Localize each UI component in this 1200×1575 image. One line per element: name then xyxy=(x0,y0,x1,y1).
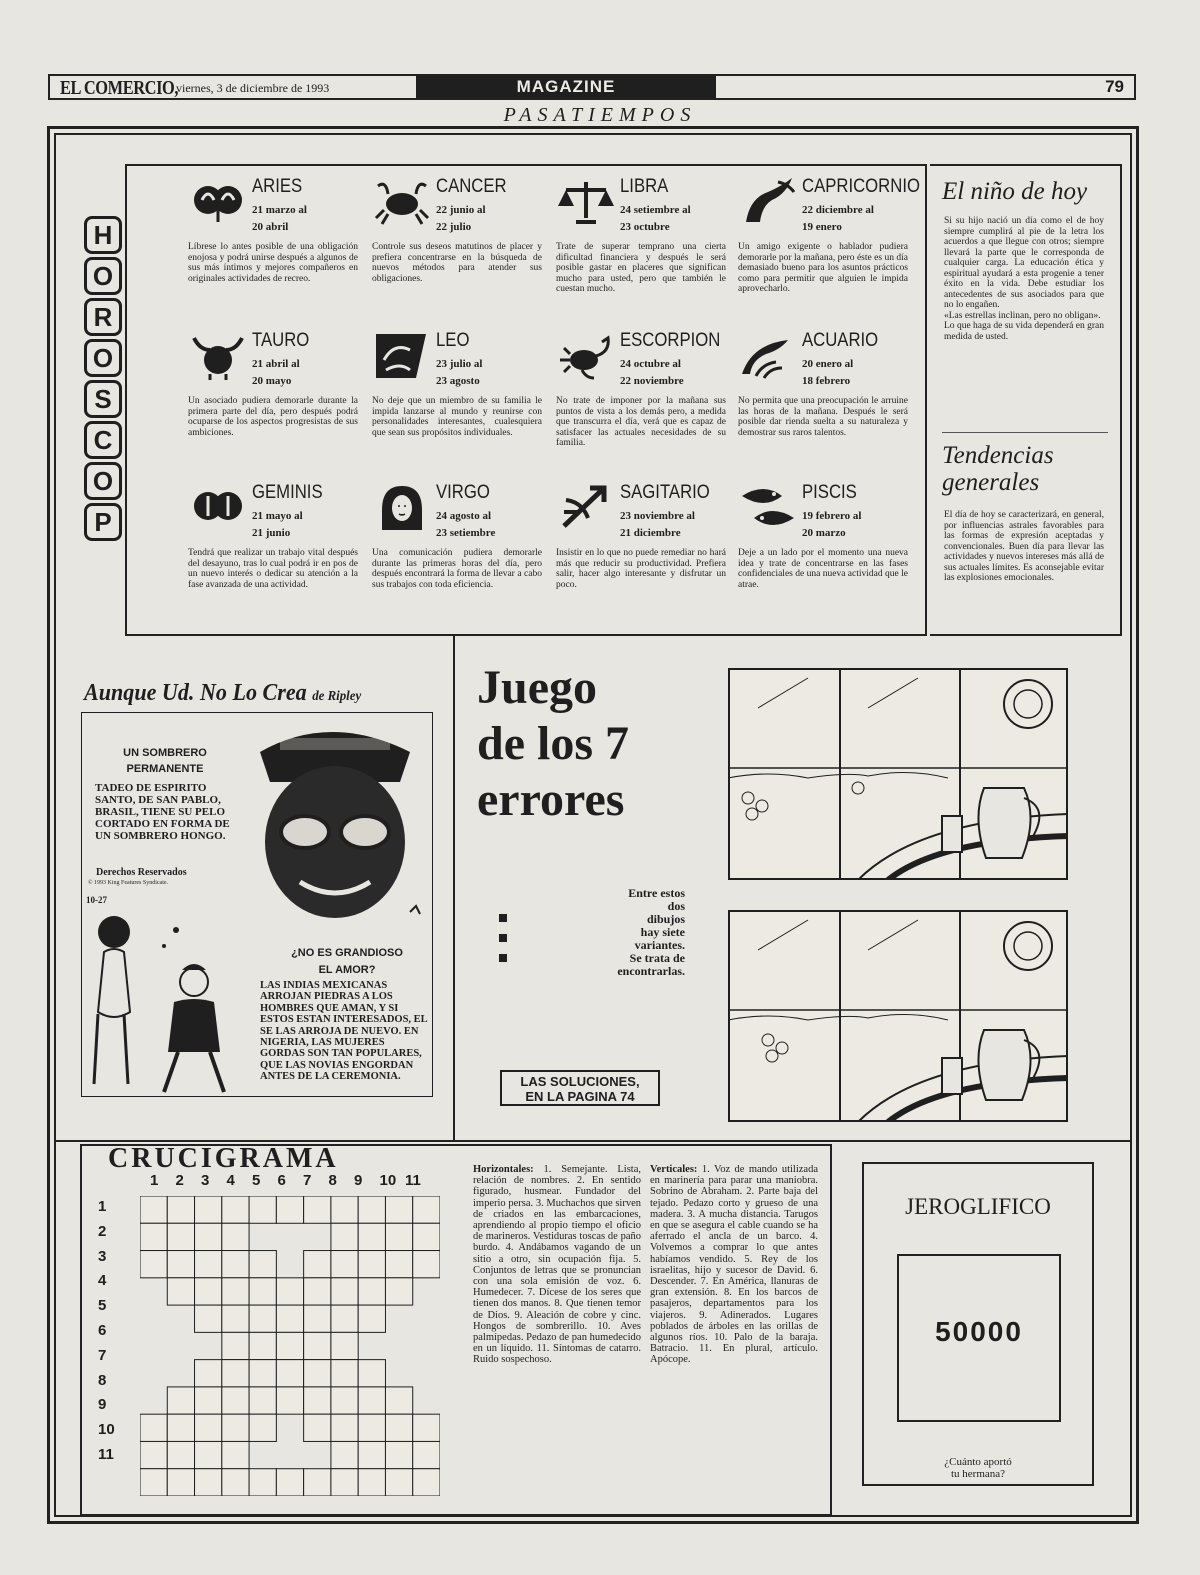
child-title: El niño de hoy xyxy=(942,178,1088,205)
crossword-cell[interactable] xyxy=(276,1278,303,1305)
sign-date: 23 noviembre al 21 diciembre xyxy=(620,510,695,539)
sign-name: VIRGO xyxy=(436,482,490,503)
crossword-cell[interactable] xyxy=(358,1251,385,1278)
crossword-horizontal-clues: Horizontales: 1. Semejante. Lista, relación de nombres. 2. En sentido figurado, husmear. Fundador del imperio persa. 3. Muchachos que sirven de criados en las embarcaciones, aprendiendo al propio tiempo el oficio de marineros. Vestiduras toscas de paño burdo. 4. Andábamos vagando de un sitio a otro, sin ocupación fija. 5. Conjuntos de letras que se pronuncian con una sola emisión de voz. 6. Humedecer. 7. Dícese de los seres que tienen dos manos. 8. Que tienen temor de Dios. 9. Aleación de cobre y cinc. Hongos de sombrerillo. 10. Aves palmípedas. Pedazo de pan humedecido en un líquido. 11. Síntomas de catarro. Ruido sospechoso. xyxy=(473,1164,641,1366)
cancer-icon xyxy=(372,176,432,226)
crossword-cell[interactable] xyxy=(249,1469,276,1496)
row-divider xyxy=(54,1140,1132,1142)
ripley-item2-head: ¿NO ES GRANDIOSO EL AMOR? xyxy=(291,947,403,976)
sign-text: Un amigo exigente o hablador pudiera demorarle por la mañana, pero éste es un día demasiado bueno para los asuntos prácticos como para permitir que alguien le impida aprovecharlo. xyxy=(738,242,908,294)
crossword-cell[interactable] xyxy=(304,1196,331,1223)
title-letter: C xyxy=(84,421,122,459)
crossword-row-number: 6 xyxy=(98,1322,107,1339)
bullet-square xyxy=(499,954,507,962)
ripley-item1-text: TADEO DE ESPIRITO SANTO, DE SAN PABLO, BRASIL, TIENE SU PELO CORTADO EN FORMA DE UN SOMBRERO HONGO. xyxy=(95,782,230,842)
crossword-cell[interactable] xyxy=(140,1414,167,1441)
crossword-cell[interactable] xyxy=(140,1469,167,1496)
crossword-cell[interactable] xyxy=(249,1387,276,1414)
crossword-column-number: 5 xyxy=(252,1172,261,1189)
crossword-cell[interactable] xyxy=(276,1305,303,1332)
crossword-cell[interactable] xyxy=(195,1251,222,1278)
crossword-cell[interactable] xyxy=(358,1414,385,1441)
bullet-square xyxy=(499,934,507,942)
crossword-cell[interactable] xyxy=(304,1360,331,1387)
crossword-cell[interactable] xyxy=(249,1305,276,1332)
crossword-cell[interactable] xyxy=(167,1196,194,1223)
sign-date: 24 agosto al 23 setiembre xyxy=(436,510,496,539)
crossword-cell[interactable] xyxy=(385,1387,412,1414)
crossword-cell[interactable] xyxy=(167,1251,194,1278)
taurus-icon xyxy=(188,330,248,380)
jeroglifico-title: JEROGLIFICO xyxy=(905,1194,1051,1219)
crossword-cell[interactable] xyxy=(167,1278,194,1305)
aquarius-icon xyxy=(738,330,798,380)
crossword-cell[interactable] xyxy=(222,1469,249,1496)
sagittarius-icon xyxy=(556,482,616,532)
crossword-cell[interactable] xyxy=(140,1223,167,1250)
crossword-cell[interactable] xyxy=(385,1223,412,1250)
sign-date: 20 enero al 18 febrero xyxy=(802,358,854,387)
child-text: Si su hijo nació un día como el de hoy siempre cumplirá al pie de la letra los acuerdos a que llegue con otros; siempre llevará la parte que le corresponda de cualquier carga. La educación ética y espiritual ayudará a esta progenie a tener éxito en la vida. Debe estudiar los antecedentes de sus asociados para que no lo engañen. «Las estrellas inclinan, pero no obligan». Lo que haga de su vida dependerá en gran medida de usted. xyxy=(944,216,1104,342)
crossword-row-number: 2 xyxy=(98,1222,107,1240)
crossword-cell[interactable] xyxy=(304,1305,331,1332)
trends-text: El día de hoy se caracterizará, en general, por influencias astrales favorables para las formas de expresión aceptadas y convencionales. Buen día para llevar las actividades y nuevos intereses más allá de sus actuales límites. Es aconsejable evitar las explosiones emocionales. xyxy=(944,510,1104,583)
crossword-cell[interactable] xyxy=(358,1441,385,1468)
game-picture-1 xyxy=(728,668,1068,880)
crossword-cell[interactable] xyxy=(413,1441,440,1468)
title-letter: O xyxy=(84,339,122,377)
crossword-cell[interactable] xyxy=(222,1414,249,1441)
ripley-rights: Derechos Reservados xyxy=(96,867,187,878)
subsection-title: PASATIEMPOS xyxy=(503,104,697,126)
crossword-row-number: 10 xyxy=(98,1421,115,1439)
crossword-cell[interactable] xyxy=(331,1332,358,1359)
ripley-item2-text: LAS INDIAS MEXICANAS ARROJAN PIEDRAS A LOS HOMBRES QUE AMAN, Y SI ESTOS ESTAN INTERESADOS, EL SE LAS ARROJA DE NUEVO. EN NIGERIA, LAS MUJERES GORDAS SON TAN POPULARES, QUE LAS NOVIAS ENGORDAN ANTES DE LA CEREMONIA. xyxy=(260,980,428,1083)
crossword-row-number: 9 xyxy=(98,1396,107,1414)
crossword-grid[interactable] xyxy=(140,1196,440,1496)
crossword-cell[interactable] xyxy=(331,1469,358,1496)
horoscope-vertical-title xyxy=(84,216,128,556)
sign-date: 24 octubre al 22 noviembre xyxy=(620,358,684,387)
sign-name: SAGITARIO xyxy=(620,482,710,503)
sign-name: CAPRICORNIO xyxy=(802,176,920,197)
crossword-cell[interactable] xyxy=(331,1441,358,1468)
crossword-cell[interactable] xyxy=(358,1278,385,1305)
crossword-cell[interactable] xyxy=(222,1387,249,1414)
crossword-cell[interactable] xyxy=(249,1196,276,1223)
sign-text: No deje que un miembro de su familia le impida lanzarse al mundo y reunirse con personalidades interesantes, cualesquiera que sean sus propósitos individuales. xyxy=(372,396,542,438)
crossword-row-number: 1 xyxy=(98,1198,107,1215)
sign-name: TAURO xyxy=(252,330,310,351)
crossword-cell[interactable] xyxy=(195,1387,222,1414)
crossword-cell[interactable] xyxy=(276,1332,303,1359)
title-letter: R xyxy=(84,298,122,336)
crossword-cell[interactable] xyxy=(385,1251,412,1278)
crossword-column-number: 3 xyxy=(201,1172,210,1189)
crossword-cell[interactable] xyxy=(249,1332,276,1359)
crossword-column-number: 8 xyxy=(328,1172,337,1189)
pisces-icon xyxy=(738,482,798,532)
sign-text: Líbrese lo antes posible de una obligación enojosa y podrá unirse después a algunos de sus más íntimos y mejores compañeros en originales actividades de recreo. xyxy=(188,242,358,284)
crossword-cell[interactable] xyxy=(304,1251,331,1278)
capricorn-icon xyxy=(738,176,798,226)
sign-date: 22 diciembre al 19 enero xyxy=(802,204,874,233)
sign-name: CANCER xyxy=(436,176,507,197)
crossword-cell[interactable] xyxy=(331,1223,358,1250)
crossword-cell[interactable] xyxy=(195,1360,222,1387)
sign-date: 21 abril al 20 mayo xyxy=(252,358,300,387)
game-description: Entre estos dos dibujos hay siete variantes. Se trata de encontrarlas. xyxy=(617,886,685,978)
crossword-cell[interactable] xyxy=(140,1251,167,1278)
section-title: MAGAZINE xyxy=(416,76,716,98)
crossword-cell[interactable] xyxy=(331,1305,358,1332)
sign-text: Deje a un lado por el momento una nueva idea y trate de concentrarse en las fases confidenciales de una nueva actividad que le atrae. xyxy=(738,548,908,590)
crossword-cell[interactable] xyxy=(331,1278,358,1305)
crossword-cell[interactable] xyxy=(140,1196,167,1223)
libra-icon xyxy=(556,176,616,226)
crossword-cell[interactable] xyxy=(167,1469,194,1496)
man-with-hat-illustration xyxy=(240,712,430,944)
scorpio-icon xyxy=(556,330,616,380)
crossword-cell[interactable] xyxy=(140,1441,167,1468)
crossword-column-number: 4 xyxy=(226,1172,235,1189)
crossword-cell[interactable] xyxy=(249,1360,276,1387)
sign-name: ACUARIO xyxy=(802,330,879,351)
crossword-row-number: 7 xyxy=(98,1346,107,1364)
crossword-cell[interactable] xyxy=(222,1441,249,1468)
crossword-row-number: 3 xyxy=(98,1247,107,1265)
crossword-cell[interactable] xyxy=(195,1196,222,1223)
crossword-row-number: 8 xyxy=(98,1371,107,1389)
crossword-cell[interactable] xyxy=(413,1196,440,1223)
crossword-row-number: 5 xyxy=(98,1297,107,1315)
crossword-column-number: 10 xyxy=(379,1172,397,1189)
jeroglifico-question: ¿Cuánto aportó tu hermana? xyxy=(944,1456,1012,1480)
sign-text: Una comunicación pudiera demorarle durante las primeras horas del día, pero después encontrará la forma de llevar a cabo sus trabajos con toda eficiencia. xyxy=(372,548,542,590)
crossword-cell[interactable] xyxy=(304,1332,331,1359)
couple-illustration xyxy=(84,902,254,1097)
crossword-cell[interactable] xyxy=(358,1387,385,1414)
crossword-cell[interactable] xyxy=(413,1223,440,1250)
sign-name: LEO xyxy=(436,330,470,351)
sign-text: Insistir en lo que no puede remediar no hará más que reducir su productividad. Prefiera salir, hacer algo interesante y disfrutar un poco. xyxy=(556,548,726,590)
crossword-cell[interactable] xyxy=(331,1414,358,1441)
game-title: Juego de los 7 errores xyxy=(477,661,630,826)
crossword-cell[interactable] xyxy=(249,1278,276,1305)
crossword-cell[interactable] xyxy=(385,1414,412,1441)
crossword-column-number: 1 xyxy=(150,1172,159,1189)
crossword-column-number: 2 xyxy=(175,1172,184,1189)
crossword-cell[interactable] xyxy=(249,1251,276,1278)
ripley-title: Aunque Ud. No Lo Crea de Ripley xyxy=(84,680,362,706)
crossword-cell[interactable] xyxy=(195,1469,222,1496)
title-letter: O xyxy=(84,462,122,500)
crossword-cell[interactable] xyxy=(167,1414,194,1441)
crossword-column-number: 6 xyxy=(277,1172,286,1189)
sign-text: Trate de superar temprano una cierta dificultad financiera y después le será posible gastar en placeres que significan mucho para usted, pero que también le cuestan mucho. xyxy=(556,242,726,294)
newspaper-name: EL COMERCIO, xyxy=(60,77,179,99)
crossword-cell[interactable] xyxy=(276,1196,303,1223)
sign-date: 22 junio al 22 julio xyxy=(436,204,486,233)
page-header xyxy=(48,74,1136,100)
bullet-square xyxy=(499,914,507,922)
jeroglifico-puzzle-box xyxy=(897,1254,1061,1422)
crossword-cell[interactable] xyxy=(167,1223,194,1250)
crossword-cell[interactable] xyxy=(167,1387,194,1414)
gemini-icon xyxy=(188,482,248,532)
ripley-syndicate: © 1993 King Features Syndicate. xyxy=(88,880,169,886)
virgo-icon xyxy=(372,482,432,532)
crossword-cell[interactable] xyxy=(385,1469,412,1496)
crossword-cell[interactable] xyxy=(358,1196,385,1223)
crossword-cell[interactable] xyxy=(195,1414,222,1441)
sign-name: LIBRA xyxy=(620,176,669,197)
crossword-cell[interactable] xyxy=(276,1360,303,1387)
crossword-row-number: 4 xyxy=(98,1272,107,1290)
crossword-cell[interactable] xyxy=(413,1414,440,1441)
sign-text: Tendrá que realizar un trabajo vital después del desayuno, tras lo cual podrá ir en pos de un nuevo interés o dedicar su atención a la fase avanzada de una actividad. xyxy=(188,548,358,590)
ripley-strip-number: 10-27 xyxy=(86,895,107,905)
ripley-item1-head: UN SOMBRERO PERMANENTE xyxy=(123,747,207,775)
crossword-cell[interactable] xyxy=(331,1251,358,1278)
title-letter: P xyxy=(84,503,122,541)
crossword-column-number: 11 xyxy=(405,1172,421,1189)
sign-date: 23 julio al 23 agosto xyxy=(436,358,483,387)
crossword-column-number: 7 xyxy=(303,1172,312,1189)
crossword-cell[interactable] xyxy=(331,1360,358,1387)
crossword-cell[interactable] xyxy=(331,1196,358,1223)
crossword-cell[interactable] xyxy=(358,1223,385,1250)
crossword-cell[interactable] xyxy=(358,1305,385,1332)
sign-name: GEMINIS xyxy=(252,482,323,503)
trends-title: Tendencias generales xyxy=(942,442,1054,496)
crossword-cell[interactable] xyxy=(331,1387,358,1414)
sidebar-divider xyxy=(942,432,1108,433)
crossword-cell[interactable] xyxy=(222,1278,249,1305)
sign-text: No trate de imponer por la mañana sus puntos de vista a los demás pero, a medida que transcurra el día, verá que es capaz de satisfacer las actuales necesidades de su familia. xyxy=(556,396,726,448)
crossword-cell[interactable] xyxy=(385,1278,412,1305)
crossword-cell[interactable] xyxy=(249,1414,276,1441)
sign-text: No permita que una preocupación le arruine las horas de la mañana. Después le será posible dar rienda suelta a su naturaleza y demostrar sus raros talentos. xyxy=(738,396,908,438)
jeroglifico-puzzle: 50000 xyxy=(935,1316,1023,1347)
crossword-cell[interactable] xyxy=(222,1251,249,1278)
issue-date: viernes, 3 de diciembre de 1993 xyxy=(176,81,330,95)
sign-text: Controle sus deseos matutinos de placer y prefiera concentrarse en la búsqueda de nuevos métodos para atender sus obligaciones. xyxy=(372,242,542,284)
sign-date: 24 setiembre al 23 octubre xyxy=(620,204,691,233)
crossword-cell[interactable] xyxy=(304,1387,331,1414)
page-number: 79 xyxy=(1105,77,1124,96)
sign-date: 21 mayo al 21 junio xyxy=(252,510,303,539)
crossword-cell[interactable] xyxy=(167,1441,194,1468)
crossword-cell[interactable] xyxy=(304,1469,331,1496)
crossword-cell[interactable] xyxy=(304,1414,331,1441)
crossword-cell[interactable] xyxy=(195,1278,222,1305)
crossword-cell[interactable] xyxy=(195,1223,222,1250)
crossword-cell[interactable] xyxy=(222,1332,249,1359)
sign-date: 19 febrero al 20 marzo xyxy=(802,510,862,539)
crossword-cell[interactable] xyxy=(413,1251,440,1278)
sign-name: ESCORPION xyxy=(620,330,721,351)
sign-name: PISCIS xyxy=(802,482,857,503)
aries-icon xyxy=(188,176,248,226)
crossword-cell[interactable] xyxy=(358,1469,385,1496)
game-picture-2 xyxy=(728,910,1068,1122)
jeroglifico-box xyxy=(862,1162,1094,1486)
crossword-cell[interactable] xyxy=(276,1387,303,1414)
title-letter: H xyxy=(84,216,122,254)
column-divider xyxy=(453,636,455,1140)
solutions-note: LAS SOLUCIONES, EN LA PAGINA 74 xyxy=(500,1070,660,1106)
crossword-column-number: 9 xyxy=(354,1172,363,1189)
crossword-cell[interactable] xyxy=(385,1196,412,1223)
title-letter: O xyxy=(84,257,122,295)
crossword-cell[interactable] xyxy=(195,1305,222,1332)
crossword-vertical-clues: Verticales: 1. Voz de mando utilizada en marinería para parar una maniobra. Sobrino de Abraham. 2. Parte baja del tejado. Pedazo corto y grueso de una madera. 3. A mucha distancia. Tarugos en que se asegura el cable cuando se ha aferrado el ancla de un barco. 4. Volvemos a comprar lo que antes habíamos vendido. 5. Rey de los israelitas, hijo y sucesor de David. 6. Descender. 7. En América, llanuras de gran extensión. 8. En los barcos de pasajeros, departamentos para los viajeros. 9. Adinerados. Lugares poblados de árboles en las orillas de algunos ríos. 10. Palo de la baraja. Batracio. 11. En plural, artículo. Apócope. xyxy=(650,1164,818,1366)
crossword-title: CRUCIGRAMA xyxy=(108,1143,339,1174)
crossword-cell[interactable] xyxy=(413,1469,440,1496)
crossword-cell[interactable] xyxy=(222,1360,249,1387)
crossword-cell[interactable] xyxy=(304,1278,331,1305)
crossword-cell[interactable] xyxy=(276,1469,303,1496)
crossword-cell[interactable] xyxy=(358,1360,385,1387)
leo-icon xyxy=(372,330,432,380)
crossword-cell[interactable] xyxy=(195,1441,222,1468)
crossword-row-number: 11 xyxy=(98,1446,114,1463)
title-letter: S xyxy=(84,380,122,418)
crossword-cell[interactable] xyxy=(385,1441,412,1468)
crossword-cell[interactable] xyxy=(222,1196,249,1223)
sign-text: Un asociado pudiera demorarle durante la primera parte del día, pero después podrá ocuparse de los aspectos progresistas de sus ambiciones. xyxy=(188,396,358,438)
sign-name: ARIES xyxy=(252,176,303,197)
horoscope-sidebar xyxy=(930,164,1122,636)
crossword-cell[interactable] xyxy=(222,1223,249,1250)
crossword-cell[interactable] xyxy=(222,1305,249,1332)
sign-date: 21 marzo al 20 abril xyxy=(252,204,307,233)
